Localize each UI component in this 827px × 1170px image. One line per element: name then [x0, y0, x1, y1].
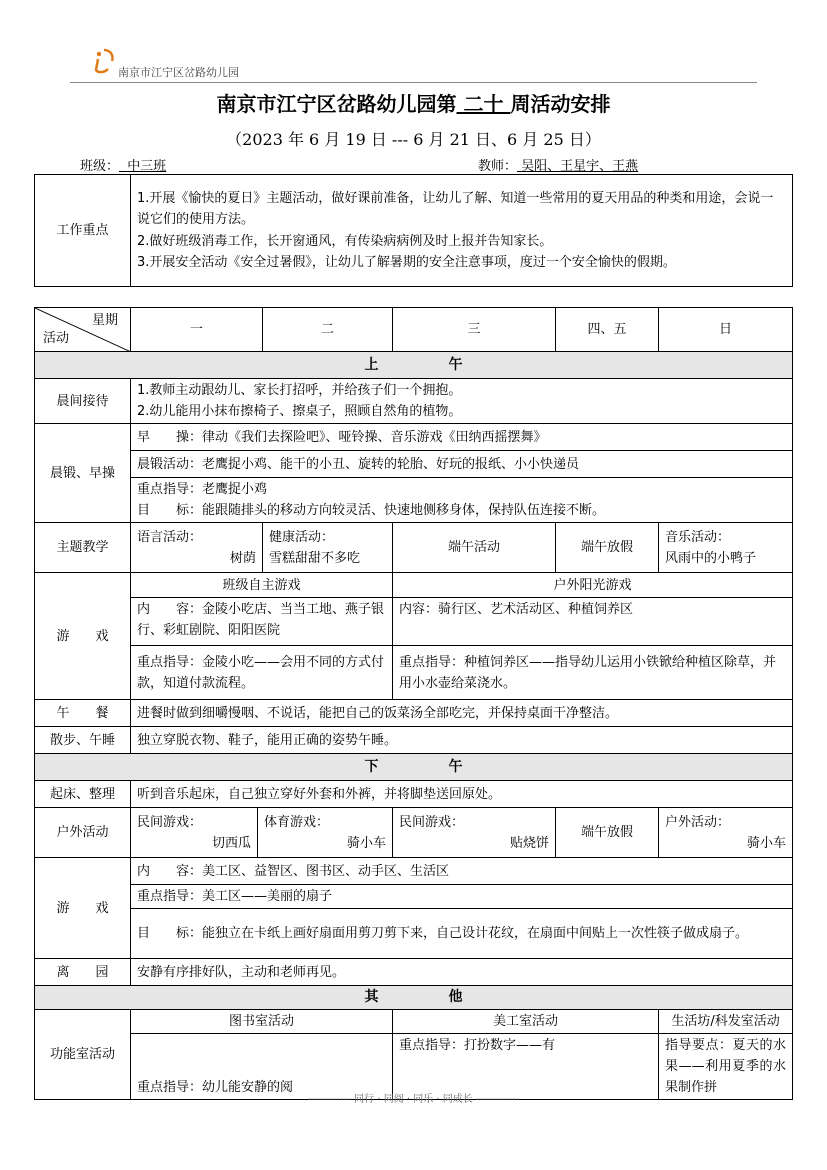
life-head: 生活坊/科发室活动 [659, 1010, 793, 1034]
art-head: 美工室活动 [393, 1010, 659, 1034]
work-focus-label: 工作重点 [35, 175, 131, 287]
theme-thu-fri: 端午放假 [556, 523, 659, 573]
focus-item-3: 3.开展安全活动《安全过暑假》，让幼儿了解暑期的安全注意事项，度过一个安全愉快的假期。 [137, 255, 676, 270]
life-content: 指导要点：夏天的水果——利用夏季的水果制作拼 [659, 1034, 793, 1100]
theme-wed: 端午活动 [393, 523, 556, 573]
focus-item-2: 2.做好班级消毒工作，长开窗通风，有传染病病例及时上报并告知家长。 [137, 233, 553, 249]
library-content: 重点指导：幼儿能安静的阅 [131, 1034, 393, 1100]
class-info: 班级： 中三班 [80, 159, 167, 174]
outdoor-games-guide: 重点指导：种植饲养区——指导幼儿运用小铁锨给种植区除草，并用小水壶给菜浇水。 [393, 646, 793, 700]
rooms-label: 功能室活动 [35, 1010, 131, 1100]
nap-label: 散步、午睡 [35, 727, 131, 754]
class-games-head: 班级自主游戏 [131, 573, 393, 598]
theme-tue: 健康活动： 雪糕甜甜不多吃 [263, 523, 393, 573]
outdoor-label: 户外活动 [35, 808, 131, 858]
outdoor-games-head: 户外阳光游戏 [393, 573, 793, 598]
week-activity-corner [35, 308, 131, 352]
theme-mon: 语言活动： 树荫 [131, 523, 263, 573]
library-head: 图书室活动 [131, 1010, 393, 1034]
section-other: 其 他 [35, 986, 793, 1010]
games-pm-guide: 重点指导：美工区——美丽的扇子 [131, 885, 793, 909]
leave-label: 离 园 [35, 959, 131, 986]
outdoor-tue: 体育游戏： 骑小车 [258, 808, 393, 858]
games-pm-goal: 目 标：能独立在卡纸上画好扇面用剪刀剪下来，自己设计花纹，在扇面中间贴上一次性筷子做成扇子。 [131, 909, 793, 959]
page-title: 南京市江宁区岔路幼儿园第 二十 周活动安排 [216, 92, 611, 116]
exercise-activities: 晨锻活动：老鹰捉小鸡、能干的小丑、旋转的轮胎、好玩的报纸、小小快递员 [131, 451, 793, 478]
games-am-label: 游 戏 [35, 573, 131, 700]
teacher-info: 教师： 吴阳、王星宇、王燕 [478, 159, 639, 174]
day-header-tue: 二 [263, 308, 393, 352]
lunch-label: 午 餐 [35, 700, 131, 727]
outdoor-sun: 户外活动： 骑小车 [659, 808, 793, 858]
leave-content: 安静有序排好队，主动和老师再见。 [131, 959, 793, 986]
outdoor-wed: 民间游戏： 贴烧饼 [393, 808, 556, 858]
focus-item-1: 1.开展《愉快的夏日》主题活动，做好课前准备，让幼儿了解、知道一些常用的夏天用品的种类和用途，会说一说它们的使用方法。 [137, 190, 774, 227]
outdoor-thu-fri: 端午放假 [556, 808, 659, 858]
wakeup-content: 听到音乐起床，自己独立穿好外套和外裤，并将脚垫送回原处。 [131, 781, 793, 808]
date-range: （2023 年 6 月 19 日 --- 6 月 21 日、6 月 25 日） [226, 130, 601, 149]
arrival-content: 1.教师主动跟幼儿、家长打招呼，并给孩子们一个拥抱。 2.幼儿能用小抹布擦椅子、擦桌子，照顾自然角的植物。 [131, 379, 793, 424]
nap-content: 独立穿脱衣物、鞋子，能用正确的姿势午睡。 [131, 727, 793, 754]
morning-exercise: 早 操：律动《我们去探险吧》、哑铃操、音乐游戏《田纳西摇摆舞》 [131, 424, 793, 451]
school-name-small: 南京市江宁区岔路幼儿园 [118, 66, 239, 79]
art-content: 重点指导：打扮数字——有 [393, 1034, 659, 1100]
class-games-guide: 重点指导：金陵小吃——会用不同的方式付款，知道付款流程。 [131, 646, 393, 700]
wakeup-label: 起床、整理 [35, 781, 131, 808]
school-logo-icon [92, 48, 116, 74]
day-header-wed: 三 [393, 308, 556, 352]
exercise-guidance: 重点指导：老鹰捉小鸡 目 标：能跟随排头的移动方向较灵活、快速地侧移身体，保持队伍连接不断。 [131, 478, 793, 523]
theme-sun: 音乐活动： 风雨中的小鸭子 [659, 523, 793, 573]
games-pm-label: 游 戏 [35, 858, 131, 959]
section-morning: 上 午 [35, 352, 793, 379]
work-focus-table [34, 174, 793, 287]
exercise-label: 晨锻、早操 [35, 424, 131, 523]
day-header-sun: 日 [659, 308, 793, 352]
outdoor-games-content: 内容：骑行区、艺术活动区、种植饲养区 [393, 598, 793, 646]
arrival-label: 晨间接待 [35, 379, 131, 424]
outdoor-mon: 民间游戏： 切西瓜 [131, 808, 258, 858]
weekly-schedule-table [34, 307, 793, 1100]
section-afternoon: 下 午 [35, 754, 793, 781]
class-games-content: 内 容：金陵小吃店、当当工地、燕子银行、彩虹剧院、阳阳医院 [131, 598, 393, 646]
day-header-mon: 一 [131, 308, 263, 352]
header-divider [70, 82, 757, 83]
lunch-content: 进餐时做到细嚼慢咽、不说话，能把自己的饭菜汤全部吃完，并保持桌面干净整洁。 [131, 700, 793, 727]
games-pm-content: 内 容：美工区、益智区、图书区、动手区、生活区 [131, 858, 793, 885]
corner-activity-label: 活动 [43, 331, 70, 346]
day-header-thu-fri: 四、五 [556, 308, 659, 352]
work-focus-content [131, 175, 793, 287]
page-footer: ------------ 同行 · 同阅 · 同乐 · 同成长 ------------ [307, 1094, 520, 1105]
theme-label: 主题教学 [35, 523, 131, 573]
corner-weekday-label: 星期 [91, 313, 118, 328]
